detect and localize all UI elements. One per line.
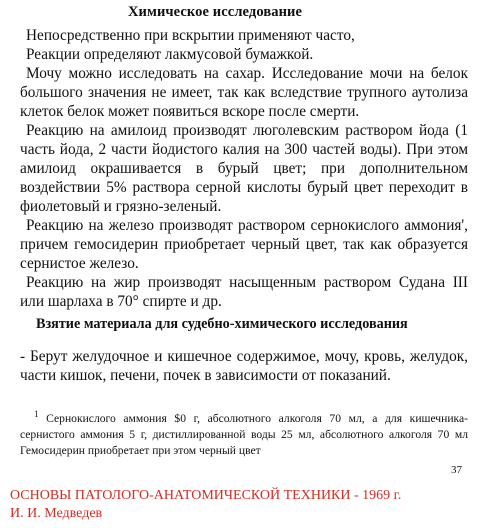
source-credit	[10, 487, 470, 523]
paragraph: Мочу можно исследовать на сахар. Исследование мочи на белок большого значения не имеет, так как вследствие трупного аутолиза клеток белок может появиться вскоре после смерти.	[20, 65, 468, 120]
paragraph: Реакцию на железо производят раствором сернокислого аммония', причем гемосидерин приобретает черный цвет, так как образуется сернистое железо.	[20, 217, 468, 272]
list-item: - Берут желудочное и кишечное содержимое, мочу, кровь, желудок, части кишок, печени, почек в зависимости от показаний.	[20, 348, 468, 384]
paragraph: Реакции определяют лакмусовой бумажкой.	[26, 46, 314, 63]
page-number: 37	[451, 464, 462, 476]
footnote-marker: 1	[34, 409, 39, 420]
paragraph: Реакцию на амилоид производят люголевским раствором йода (1 часть йода, 2 части йодистого калия на 300 частей воды). При этом амилоид окрашивается в бурый цвет; при дополнительном воздействии 5% раствора серной кислоты бурый цвет переходит в фиолетовый и грязно-зеленый.	[20, 122, 468, 215]
credit-author: И. И. Медведев	[10, 506, 103, 521]
section-heading: Химическое исследование	[127, 4, 303, 20]
credit-title: ОСНОВЫ ПАТОЛОГО-АНАТОМИЧЕСКОЙ ТЕХНИКИ - 1969 г.	[10, 488, 402, 503]
subsection-heading: Взятие материала для судебно-химического исследования	[36, 316, 408, 332]
paragraph: Реакцию на жир производят насыщенным раствором Судана III или шарлаха в 70° спирте и др.	[20, 274, 468, 310]
body-text	[20, 26, 468, 311]
footnote	[20, 411, 468, 459]
paragraph: Непосредственно при вскрытии применяют часто,	[26, 27, 355, 44]
footnote-text: Сернокислого аммония $0 г, абсолютного алкоголя 70 мл, а для кишечника-сернистого аммония 5 г, дистиллированной воды 25 мл, абсолютного алкоголя 70 мл Гемосидерин приобретает при этом черный цвет	[20, 412, 469, 457]
